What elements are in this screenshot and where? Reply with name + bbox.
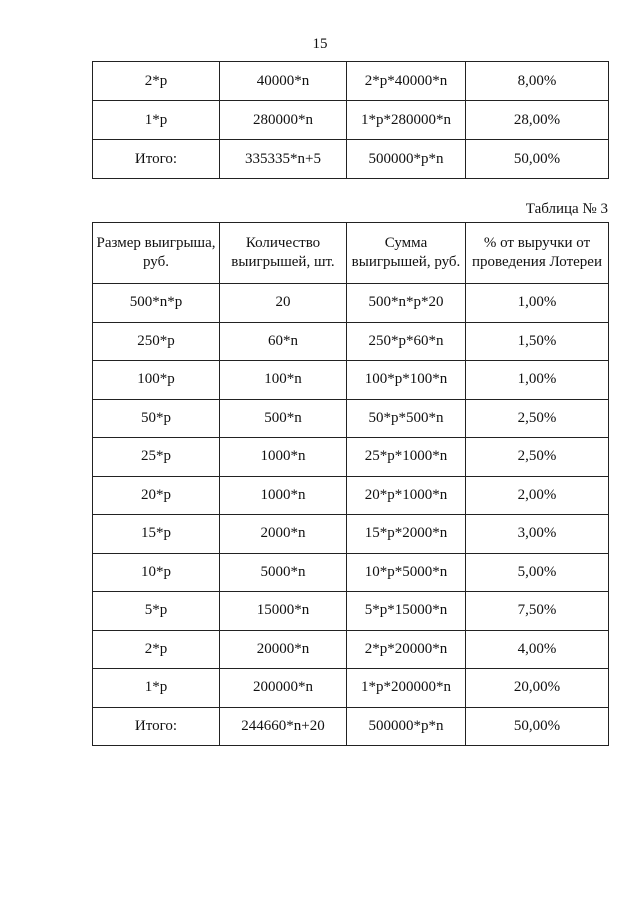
cell-prize-size: 1*p (93, 101, 220, 140)
header-prize-size: Размер выигрыша, руб. (93, 223, 220, 284)
cell-revenue-percent: 50,00% (466, 707, 609, 746)
table-header-row (93, 223, 609, 284)
cell-prize-count: 200000*n (220, 669, 347, 708)
cell-prize-sum: 2*p*20000*n (347, 630, 466, 669)
cell-prize-size: 2*p (93, 62, 220, 101)
cell-prize-count: 100*n (220, 361, 347, 400)
cell-prize-sum: 250*p*60*n (347, 322, 466, 361)
table-3-caption: Таблица № 3 (525, 201, 608, 217)
table-row (93, 140, 609, 179)
cell-prize-size: 2*p (93, 630, 220, 669)
cell-prize-count: 1000*n (220, 438, 347, 477)
cell-prize-count: 20000*n (220, 630, 347, 669)
table-row (93, 476, 609, 515)
cell-prize-count: 15000*n (220, 592, 347, 631)
table-row (93, 361, 609, 400)
cell-prize-count: 5000*n (220, 553, 347, 592)
cell-prize-count: 244660*n+20 (220, 707, 347, 746)
cell-prize-sum: 1*p*200000*n (347, 669, 466, 708)
cell-prize-size: 10*p (93, 553, 220, 592)
cell-prize-count: 500*n (220, 399, 347, 438)
header-prize-count: Количество выигрышей, шт. (220, 223, 347, 284)
cell-revenue-percent: 50,00% (466, 140, 609, 179)
cell-revenue-percent: 1,00% (466, 361, 609, 400)
table-row (93, 669, 609, 708)
cell-prize-sum: 25*p*1000*n (347, 438, 466, 477)
cell-prize-size: 15*p (93, 515, 220, 554)
cell-revenue-percent: 2,00% (466, 476, 609, 515)
table-row (93, 62, 609, 101)
cell-revenue-percent: 1,50% (466, 322, 609, 361)
table-row (93, 707, 609, 746)
cell-prize-count: 2000*n (220, 515, 347, 554)
cell-revenue-percent: 28,00% (466, 101, 609, 140)
cell-prize-sum: 1*p*280000*n (347, 101, 466, 140)
cell-prize-size: 5*p (93, 592, 220, 631)
cell-prize-size: 100*p (93, 361, 220, 400)
cell-prize-count: 20 (220, 284, 347, 323)
cell-prize-count: 60*n (220, 322, 347, 361)
cell-prize-size: 1*p (93, 669, 220, 708)
cell-prize-size: 20*p (93, 476, 220, 515)
table-row (93, 592, 609, 631)
cell-prize-count: 40000*n (220, 62, 347, 101)
cell-prize-sum: 5*p*15000*n (347, 592, 466, 631)
table-row (93, 322, 609, 361)
cell-revenue-percent: 3,00% (466, 515, 609, 554)
table-row (93, 399, 609, 438)
cell-prize-count: 1000*n (220, 476, 347, 515)
cell-prize-size: Итого: (93, 707, 220, 746)
page-number: 15 (312, 36, 328, 52)
cell-prize-size: Итого: (93, 140, 220, 179)
cell-prize-sum: 500000*p*n (347, 707, 466, 746)
cell-prize-size: 50*p (93, 399, 220, 438)
header-prize-sum: Сумма выигрышей, руб. (347, 223, 466, 284)
table-row (93, 553, 609, 592)
cell-prize-size: 500*n*p (93, 284, 220, 323)
cell-prize-sum: 10*p*5000*n (347, 553, 466, 592)
cell-prize-sum: 50*p*500*n (347, 399, 466, 438)
cell-prize-count: 280000*n (220, 101, 347, 140)
cell-prize-sum: 100*p*100*n (347, 361, 466, 400)
header-revenue-percent: % от выручки от проведения Лотереи (466, 223, 609, 284)
cell-prize-sum: 500*n*p*20 (347, 284, 466, 323)
cell-prize-count: 335335*n+5 (220, 140, 347, 179)
cell-prize-size: 250*p (93, 322, 220, 361)
cell-prize-sum: 20*p*1000*n (347, 476, 466, 515)
cell-revenue-percent: 5,00% (466, 553, 609, 592)
cell-prize-size: 25*p (93, 438, 220, 477)
cell-revenue-percent: 7,50% (466, 592, 609, 631)
cell-prize-sum: 2*p*40000*n (347, 62, 466, 101)
table-row (93, 284, 609, 323)
cell-revenue-percent: 4,00% (466, 630, 609, 669)
cell-revenue-percent: 8,00% (466, 62, 609, 101)
table-row (93, 438, 609, 477)
cell-prize-sum: 15*p*2000*n (347, 515, 466, 554)
cell-prize-sum: 500000*p*n (347, 140, 466, 179)
prize-table-3 (92, 222, 609, 746)
table-row (93, 101, 609, 140)
table-row (93, 515, 609, 554)
cell-revenue-percent: 20,00% (466, 669, 609, 708)
cell-revenue-percent: 2,50% (466, 438, 609, 477)
cell-revenue-percent: 1,00% (466, 284, 609, 323)
table-row (93, 630, 609, 669)
prize-table-continued (92, 61, 609, 179)
cell-revenue-percent: 2,50% (466, 399, 609, 438)
